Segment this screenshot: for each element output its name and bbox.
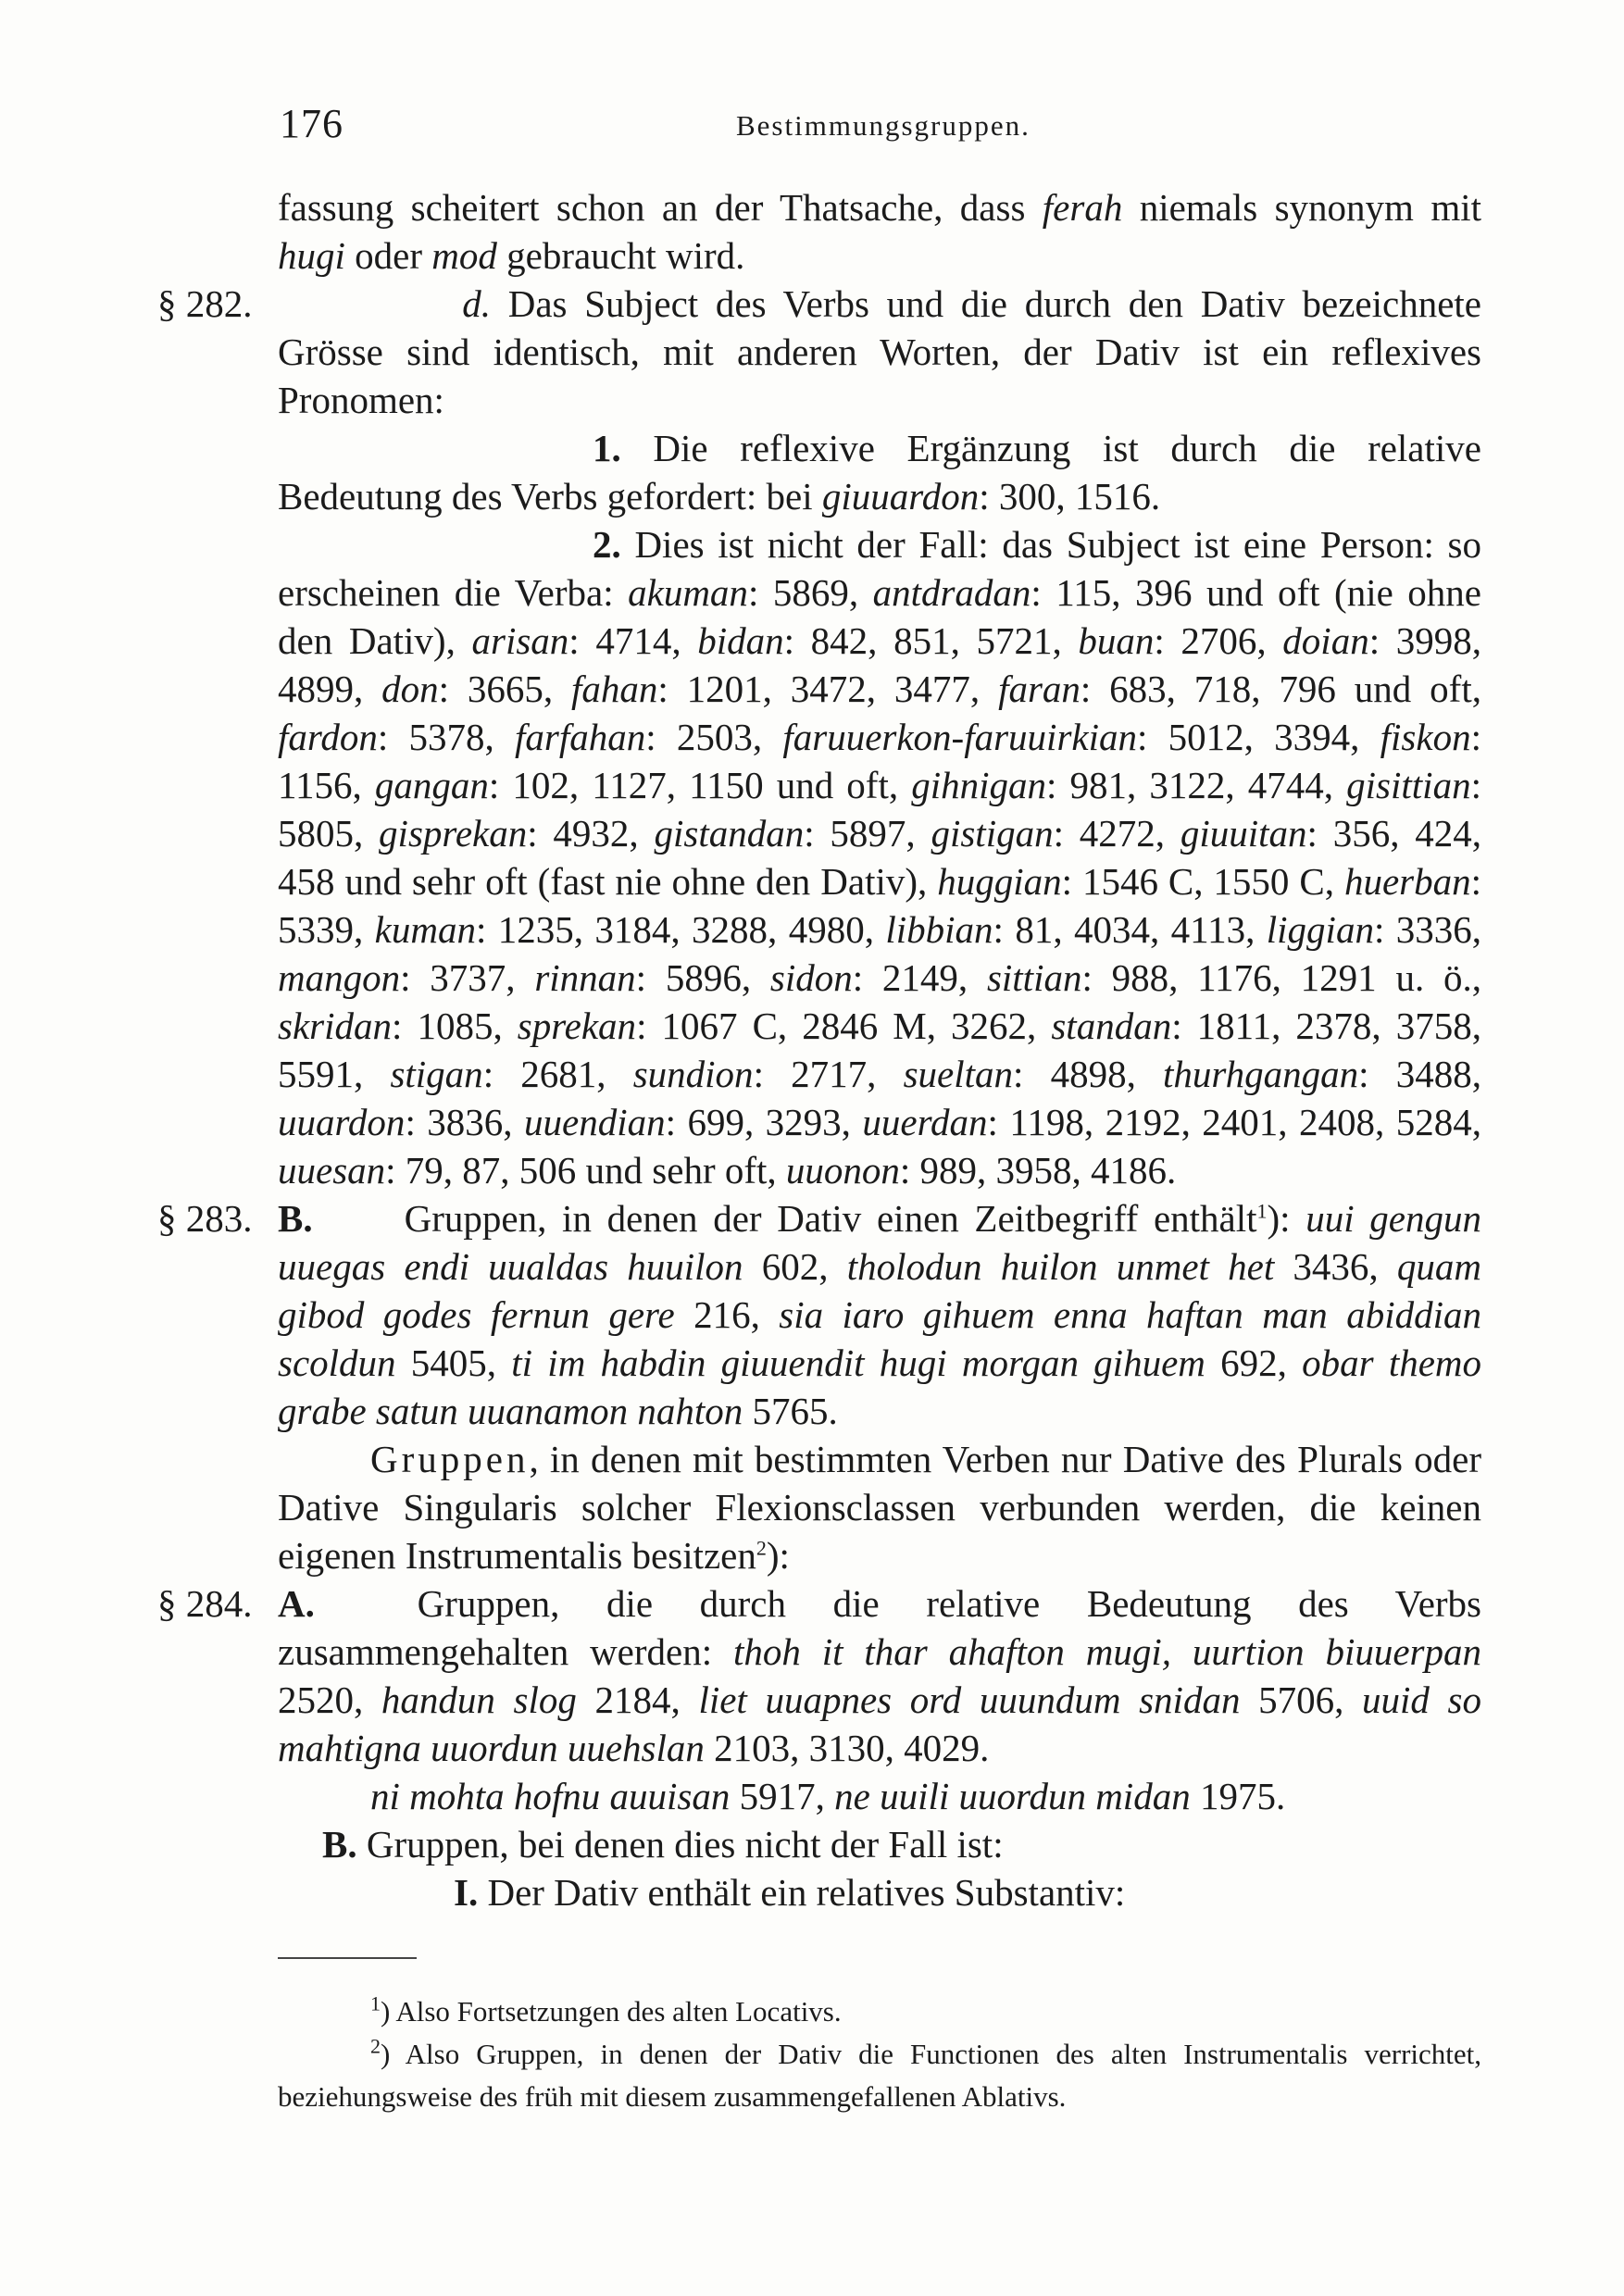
text-run: : 842, 851, 5721, <box>783 619 1079 662</box>
text-run: Der Dativ enthält ein relatives Substantiv: <box>478 1871 1126 1914</box>
main-text <box>157 183 1482 1916</box>
term: uuesan <box>278 1149 386 1192</box>
text-run: Gruppen, die durch die relative Bedeutung des Verbs zusammengehalten werden: <box>278 1582 1481 1673</box>
text-run: : 3737, <box>400 956 535 999</box>
term: thoh it thar ahafton mugi, uurtion biuuerpan <box>732 1630 1481 1673</box>
term: gistigan <box>931 812 1054 855</box>
text-run: 2184, <box>576 1678 699 1721</box>
section-label: B. <box>278 1197 313 1240</box>
term: quam gibod godes fernun gere <box>278 1245 1482 1336</box>
quote: ni mohta hofnu auuisan <box>370 1775 731 1817</box>
page-header <box>0 100 1624 146</box>
text-run: : 4898, <box>1013 1053 1164 1095</box>
term: liet uuapnes ord uuundum snidan <box>698 1678 1241 1721</box>
section-label: I. <box>454 1871 479 1914</box>
text-run: Dies ist nicht der Fall: das Subject ist eine Person: so erscheinen die Verba: <box>278 523 1481 614</box>
term: sueltan <box>903 1053 1014 1095</box>
text-run: : 989, 3958, 4186. <box>899 1149 1177 1192</box>
paragraph-ni <box>278 1772 1481 1820</box>
text-run: : 3336, <box>1373 908 1481 951</box>
text-run: : 1198, 2192, 2401, 2408, 5284, <box>987 1101 1481 1143</box>
footnote-1 <box>278 1990 1481 2033</box>
text-run: Gruppen, in denen der Dativ einen Zeitbegriff enthält <box>389 1197 1257 1240</box>
term: gisprekan <box>379 812 528 855</box>
term: uuerdan <box>862 1101 988 1143</box>
running-head: Bestimmungsgruppen. <box>736 109 1031 142</box>
quote: ne uuili uuordun midan <box>834 1775 1191 1817</box>
text-run: gebraucht wird. <box>496 234 745 277</box>
term: huggian <box>937 860 1062 903</box>
text-run: : 981, 3122, 4744, <box>1046 764 1347 806</box>
text-run: : 5378, <box>377 716 515 758</box>
paragraph-gruppen <box>278 1435 1481 1579</box>
text-run: : 1546 C, 1550 C, <box>1061 860 1344 903</box>
paragraph-1 <box>278 424 1481 520</box>
text-run: : 1067 C, 2846 M, 3262, <box>636 1004 1052 1047</box>
term: giuuitan <box>1180 812 1307 855</box>
page-number: 176 <box>280 101 344 146</box>
footnote-text: ) Also Gruppen, in denen der Dativ die Functionen des alten Instrumentalis verrichtet, beziehungsweise des früh mit diesem zusammengefallenen Ablativs. <box>278 2038 1481 2113</box>
term: akuman <box>628 571 748 614</box>
term: skridan <box>278 1004 392 1047</box>
paragraph-continuation <box>278 183 1481 280</box>
text-run: 2103, 3130, 4029. <box>704 1727 990 1769</box>
term: tholodun huilon unmet het <box>846 1245 1275 1288</box>
section-label-wrap <box>278 1579 370 1628</box>
paragraph-i <box>278 1868 1481 1916</box>
term: sittian <box>986 956 1082 999</box>
item-number: 2. <box>593 523 621 566</box>
paragraph-b <box>278 1820 1481 1868</box>
term: standan <box>1051 1004 1172 1047</box>
term: giuuardon <box>821 475 980 518</box>
footnote-ref: 2 <box>756 1536 767 1560</box>
text-run: : 3665, <box>438 668 572 710</box>
text-run: : 3836, <box>405 1101 525 1143</box>
section-284 <box>157 1579 1481 1772</box>
section-label-wrap <box>278 1194 389 1242</box>
term: huerban <box>1343 860 1471 903</box>
text-run: 602, <box>743 1245 847 1288</box>
text-run: : 699, 3293, <box>665 1101 863 1143</box>
footnote-text: ) Also Fortsetzungen des alten Locativs. <box>381 1995 842 2028</box>
text-run: : 1085, <box>392 1004 518 1047</box>
footnote-marker: 1 <box>370 1991 381 2015</box>
term: antdradan <box>872 571 1031 614</box>
text-run: : 79, 87, 506 und sehr oft, <box>385 1149 786 1192</box>
text-run: : 1201, 3472, 3477, <box>657 668 999 710</box>
footnote-2 <box>278 2033 1481 2118</box>
text-run: 216, <box>674 1293 780 1336</box>
footnotes <box>278 1990 1481 2118</box>
section-282 <box>157 280 1481 424</box>
text-run: 5706, <box>1240 1678 1362 1721</box>
text-run: fassung scheitert schon an der Thatsache, dass <box>278 186 1043 229</box>
section-label: B. <box>322 1823 357 1866</box>
term: gistandan <box>654 812 805 855</box>
text-run: : 2681, <box>482 1053 633 1095</box>
text-run: : 102, 1127, 1150 und oft, <box>488 764 912 806</box>
section-number: § 284. <box>157 1582 253 1625</box>
item-number: 1. <box>593 427 621 469</box>
footnote-ref: 1 <box>1256 1199 1268 1223</box>
text-run: : 2149, <box>852 956 987 999</box>
text-run: : 2503, <box>645 716 783 758</box>
term: ferah <box>1042 186 1123 229</box>
term: obar themo grabe satun uuanamon nahton <box>278 1341 1482 1432</box>
term: sprekan <box>517 1004 637 1047</box>
term: faran <box>998 668 1081 710</box>
text-run: : 2717, <box>753 1053 904 1095</box>
term: gihnigan <box>911 764 1047 806</box>
spaced-word: Gruppen <box>370 1438 530 1480</box>
text-run: : 5805, <box>278 764 1481 855</box>
text-run: ): <box>766 1534 790 1577</box>
term: arisan <box>471 619 569 662</box>
term: handun slog <box>381 1678 577 1721</box>
text-run: : 5897, <box>804 812 931 855</box>
text-run: Das Subject des Verbs und die durch den Dativ bezeichnete Grösse sind identisch, mit anderen Worten, der Dativ ist ein reflexives Pronomen: <box>278 282 1481 421</box>
section-label: d. <box>462 282 491 325</box>
text-run: : 4714, <box>568 619 698 662</box>
text-run: ): <box>1267 1197 1306 1240</box>
term: gisittian <box>1346 764 1471 806</box>
footnote-marker: 2 <box>370 2034 381 2058</box>
term: ti im habdin giuuendit hugi morgan gihuem <box>511 1341 1206 1384</box>
term: stigan <box>390 1053 483 1095</box>
text-run: : 300, 1516. <box>979 475 1161 518</box>
text-run: 3436, <box>1274 1245 1397 1288</box>
text-run: : 4272, <box>1053 812 1181 855</box>
text-run: niemals synonym mit <box>1122 186 1482 229</box>
term: faruuerkon-faruuirkian <box>782 716 1137 758</box>
term: uuendian <box>524 1101 666 1143</box>
footnote-rule <box>278 1957 417 1959</box>
term: uui gengun uuegas endi uualdas huuilon <box>278 1197 1481 1288</box>
term: thurhgangan <box>1163 1053 1359 1095</box>
term: uuid so mahtigna uuordun uuehslan <box>278 1678 1481 1769</box>
term: fardon <box>278 716 378 758</box>
text-run: 2520, <box>278 1678 381 1721</box>
term: liggian <box>1266 908 1374 951</box>
text-run: : 115, 396 und oft (nie ohne den Dativ), <box>278 571 1481 662</box>
text-run: : 1811, 2378, 3758, 5591, <box>278 1004 1481 1095</box>
term: mangon <box>278 956 401 999</box>
term: sia iaro gihuem enna haftan man abiddian scoldun <box>278 1293 1482 1384</box>
term: kuman <box>374 908 476 951</box>
text-run: : 1235, 3184, 3288, 4980, <box>475 908 886 951</box>
term: rinnan <box>534 956 636 999</box>
text-run: : 5896, <box>635 956 770 999</box>
text-run: Gruppen, bei denen dies nicht der Fall ist: <box>356 1823 1004 1866</box>
term: fiskon <box>1380 716 1471 758</box>
text-run: : 5339, <box>278 860 1481 951</box>
text-run: : 3488, <box>1358 1053 1481 1095</box>
text-run: : 1156, <box>278 716 1481 806</box>
term: libbian <box>885 908 993 951</box>
term: bidan <box>697 619 784 662</box>
text-run: oder <box>344 234 432 277</box>
term: sidon <box>769 956 853 999</box>
text-run: : 988, 1176, 1291 u. ö., <box>1081 956 1481 999</box>
text-run: : 683, 718, 796 und oft, <box>1080 668 1481 710</box>
term: uuonon <box>785 1149 900 1192</box>
term: farfahan <box>514 716 646 758</box>
term: buan <box>1078 619 1155 662</box>
paragraph-2 <box>278 520 1481 1194</box>
text-run: : 5869, <box>747 571 873 614</box>
text-run: 5405, <box>395 1341 512 1384</box>
text-run: 1975. <box>1190 1775 1286 1817</box>
text-run: 692, <box>1205 1341 1303 1384</box>
text-run: : 3998, 4899, <box>278 619 1481 710</box>
text-run: : 356, 424, 458 und sehr oft (fast nie ohne den Dativ), <box>278 812 1481 903</box>
text-run: : 81, 4034, 4113, <box>993 908 1267 951</box>
term: don <box>381 668 439 710</box>
term: uuardon <box>278 1101 406 1143</box>
text-run: 5765. <box>743 1390 838 1432</box>
term: gangan <box>374 764 489 806</box>
term: doian <box>1282 619 1369 662</box>
text-run: : 4932, <box>527 812 655 855</box>
term: mod <box>431 234 497 277</box>
text-run: 5917, <box>730 1775 835 1817</box>
section-label: A. <box>278 1582 315 1625</box>
term: fahan <box>571 668 658 710</box>
text-run: Die reflexive Ergänzung ist durch die relative Bedeutung des Verbs gefordert: bei <box>278 427 1481 518</box>
term: hugi <box>278 234 345 277</box>
section-number: § 283. <box>157 1197 253 1240</box>
section-283 <box>157 1194 1482 1435</box>
text-run: : 5012, 3394, <box>1137 716 1380 758</box>
text-run: , in denen mit bestimmten Verben nur Dative des Plurals oder Dative Singularis solcher Flexionsclassen verbunden werden, die keinen eigenen Instrumentalis besitzen <box>278 1438 1481 1577</box>
section-label-wrap <box>278 280 491 328</box>
text-run: : 2706, <box>1154 619 1283 662</box>
term: sundion <box>632 1053 754 1095</box>
section-number: § 282. <box>157 282 253 325</box>
